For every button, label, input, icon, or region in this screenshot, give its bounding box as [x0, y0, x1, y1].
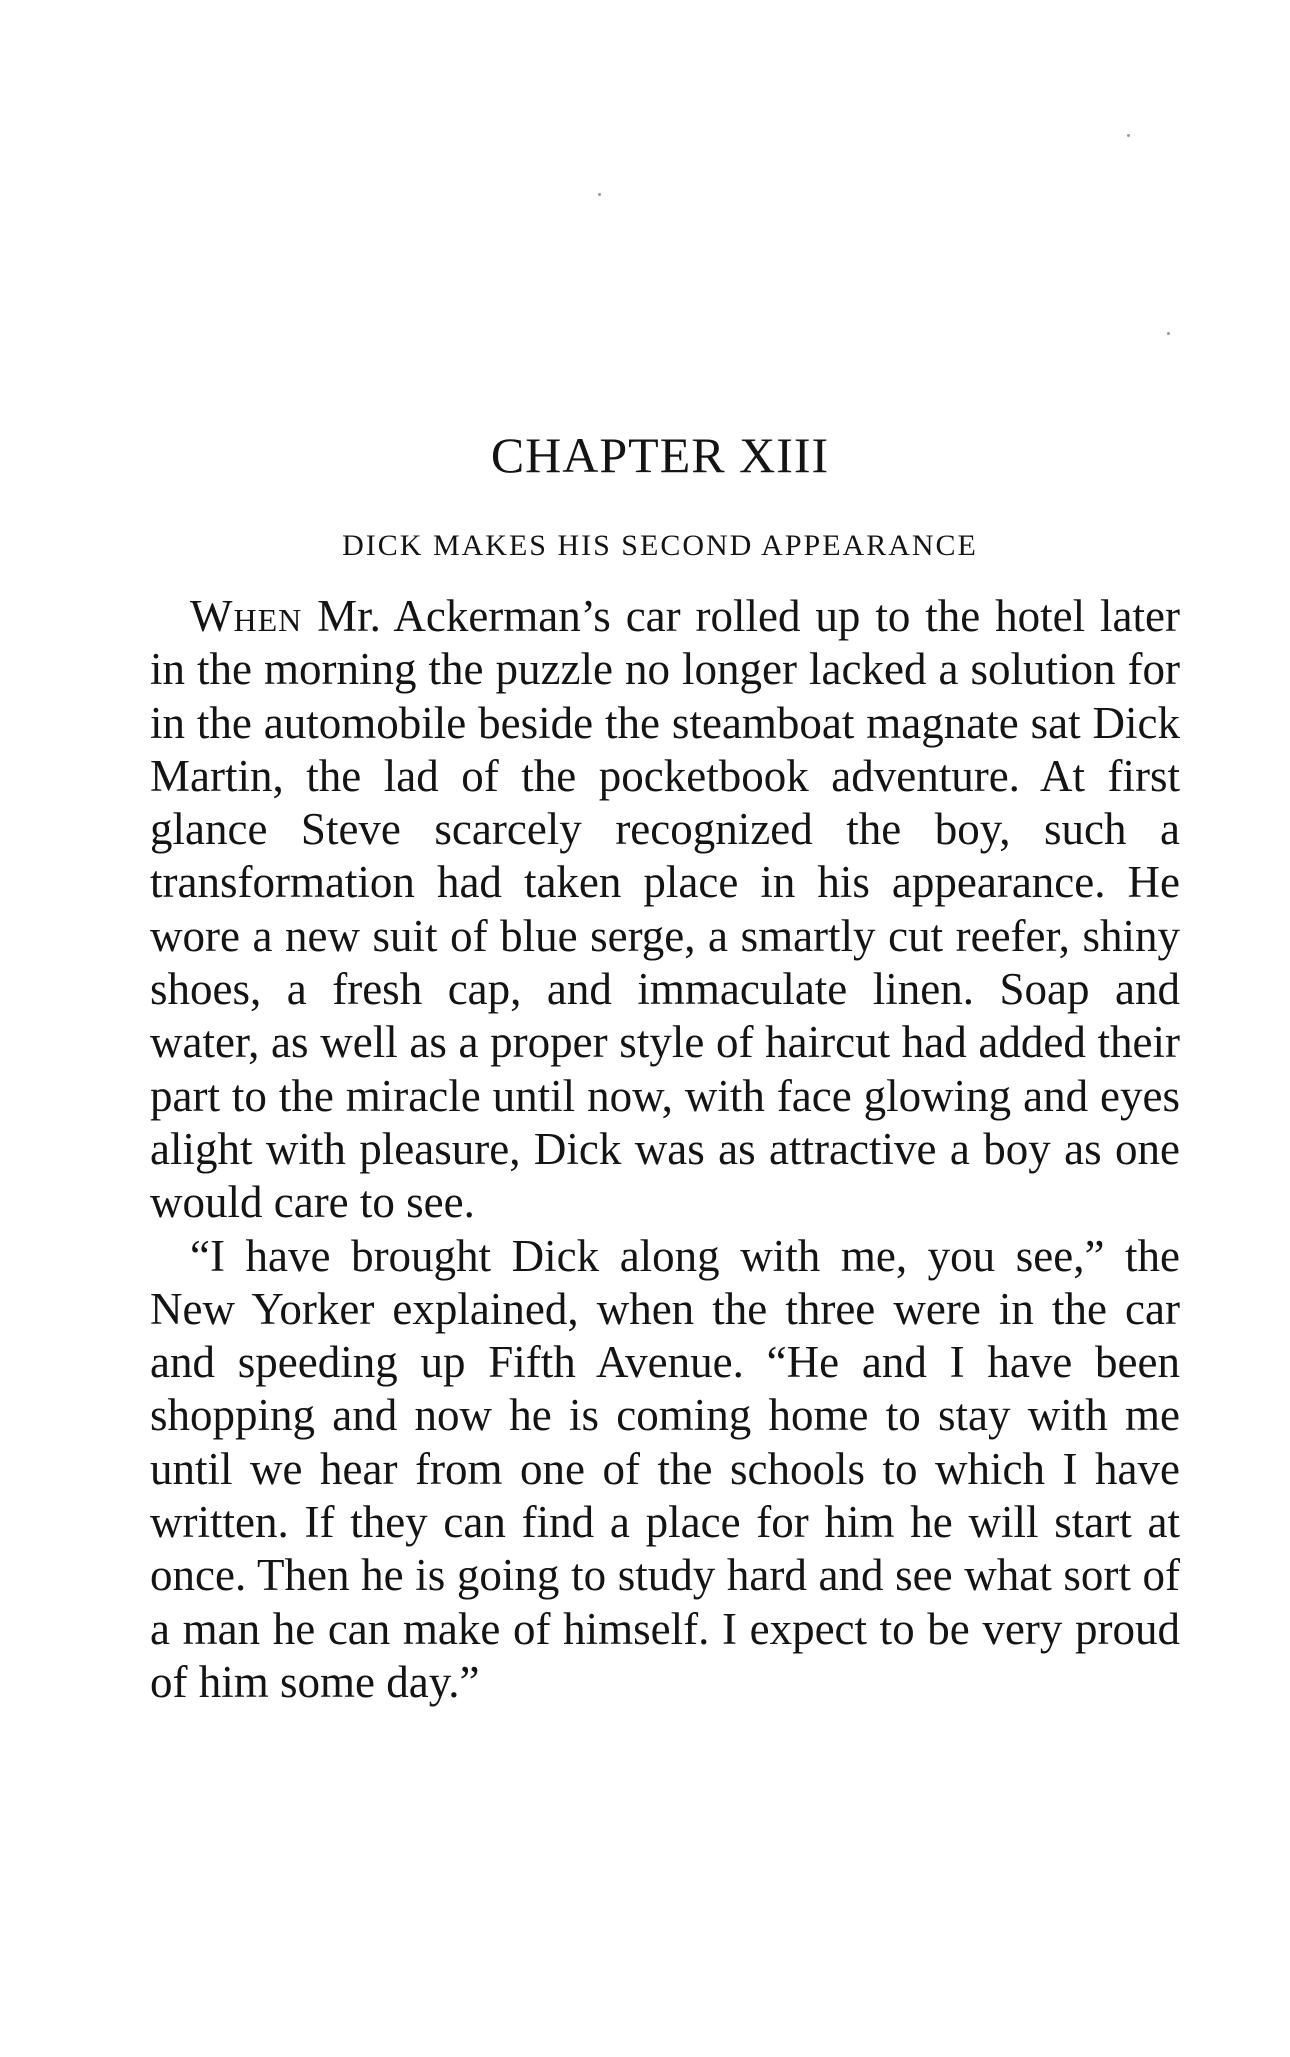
page-speck [598, 193, 601, 196]
chapter-title: DICK MAKES HIS SECOND APPEARANCE [342, 529, 978, 562]
page-speck [1127, 134, 1130, 137]
paragraph-text: “I have brought Dick along with me, you see,” the New Yorker explained, when the three were in the car and speeding up Fifth Avenue. “He and I have been shopping and now he is coming home to stay with me until we hear from one of the schools to which I have written. If they can find a place for him he will start at once. Then he is going to study hard and see what sort of a man he can make of himself. I expect to be very proud of him some day.” [150, 1230, 1180, 1707]
paragraph [150, 1230, 1180, 1710]
page-speck [1167, 332, 1170, 335]
chapter-number: CHAPTER XIII [490, 427, 830, 483]
chapter-body [150, 590, 1180, 1709]
paragraph [150, 590, 1180, 1230]
paragraph-text: Mr. Ackerman’s car rolled up to the hotel later in the morning the puzzle no longer lacked a solution for in the automobile beside the steamboat magnate sat Dick Martin, the lad of the pocketbook adventure. At first glance Steve scarcely recognized the boy, such a transformation had taken place in his appearance. He wore a new suit of blue serge, a smartly cut reefer, shiny shoes, a fresh cap, and immaculate linen. Soap and water, as well as a proper style of haircut had added their part to the miracle until now, with face glowing and eyes alight with pleasure, Dick was as attractive a boy as one would care to see. [150, 591, 1180, 1228]
paragraph-lead-word: When [190, 591, 303, 641]
